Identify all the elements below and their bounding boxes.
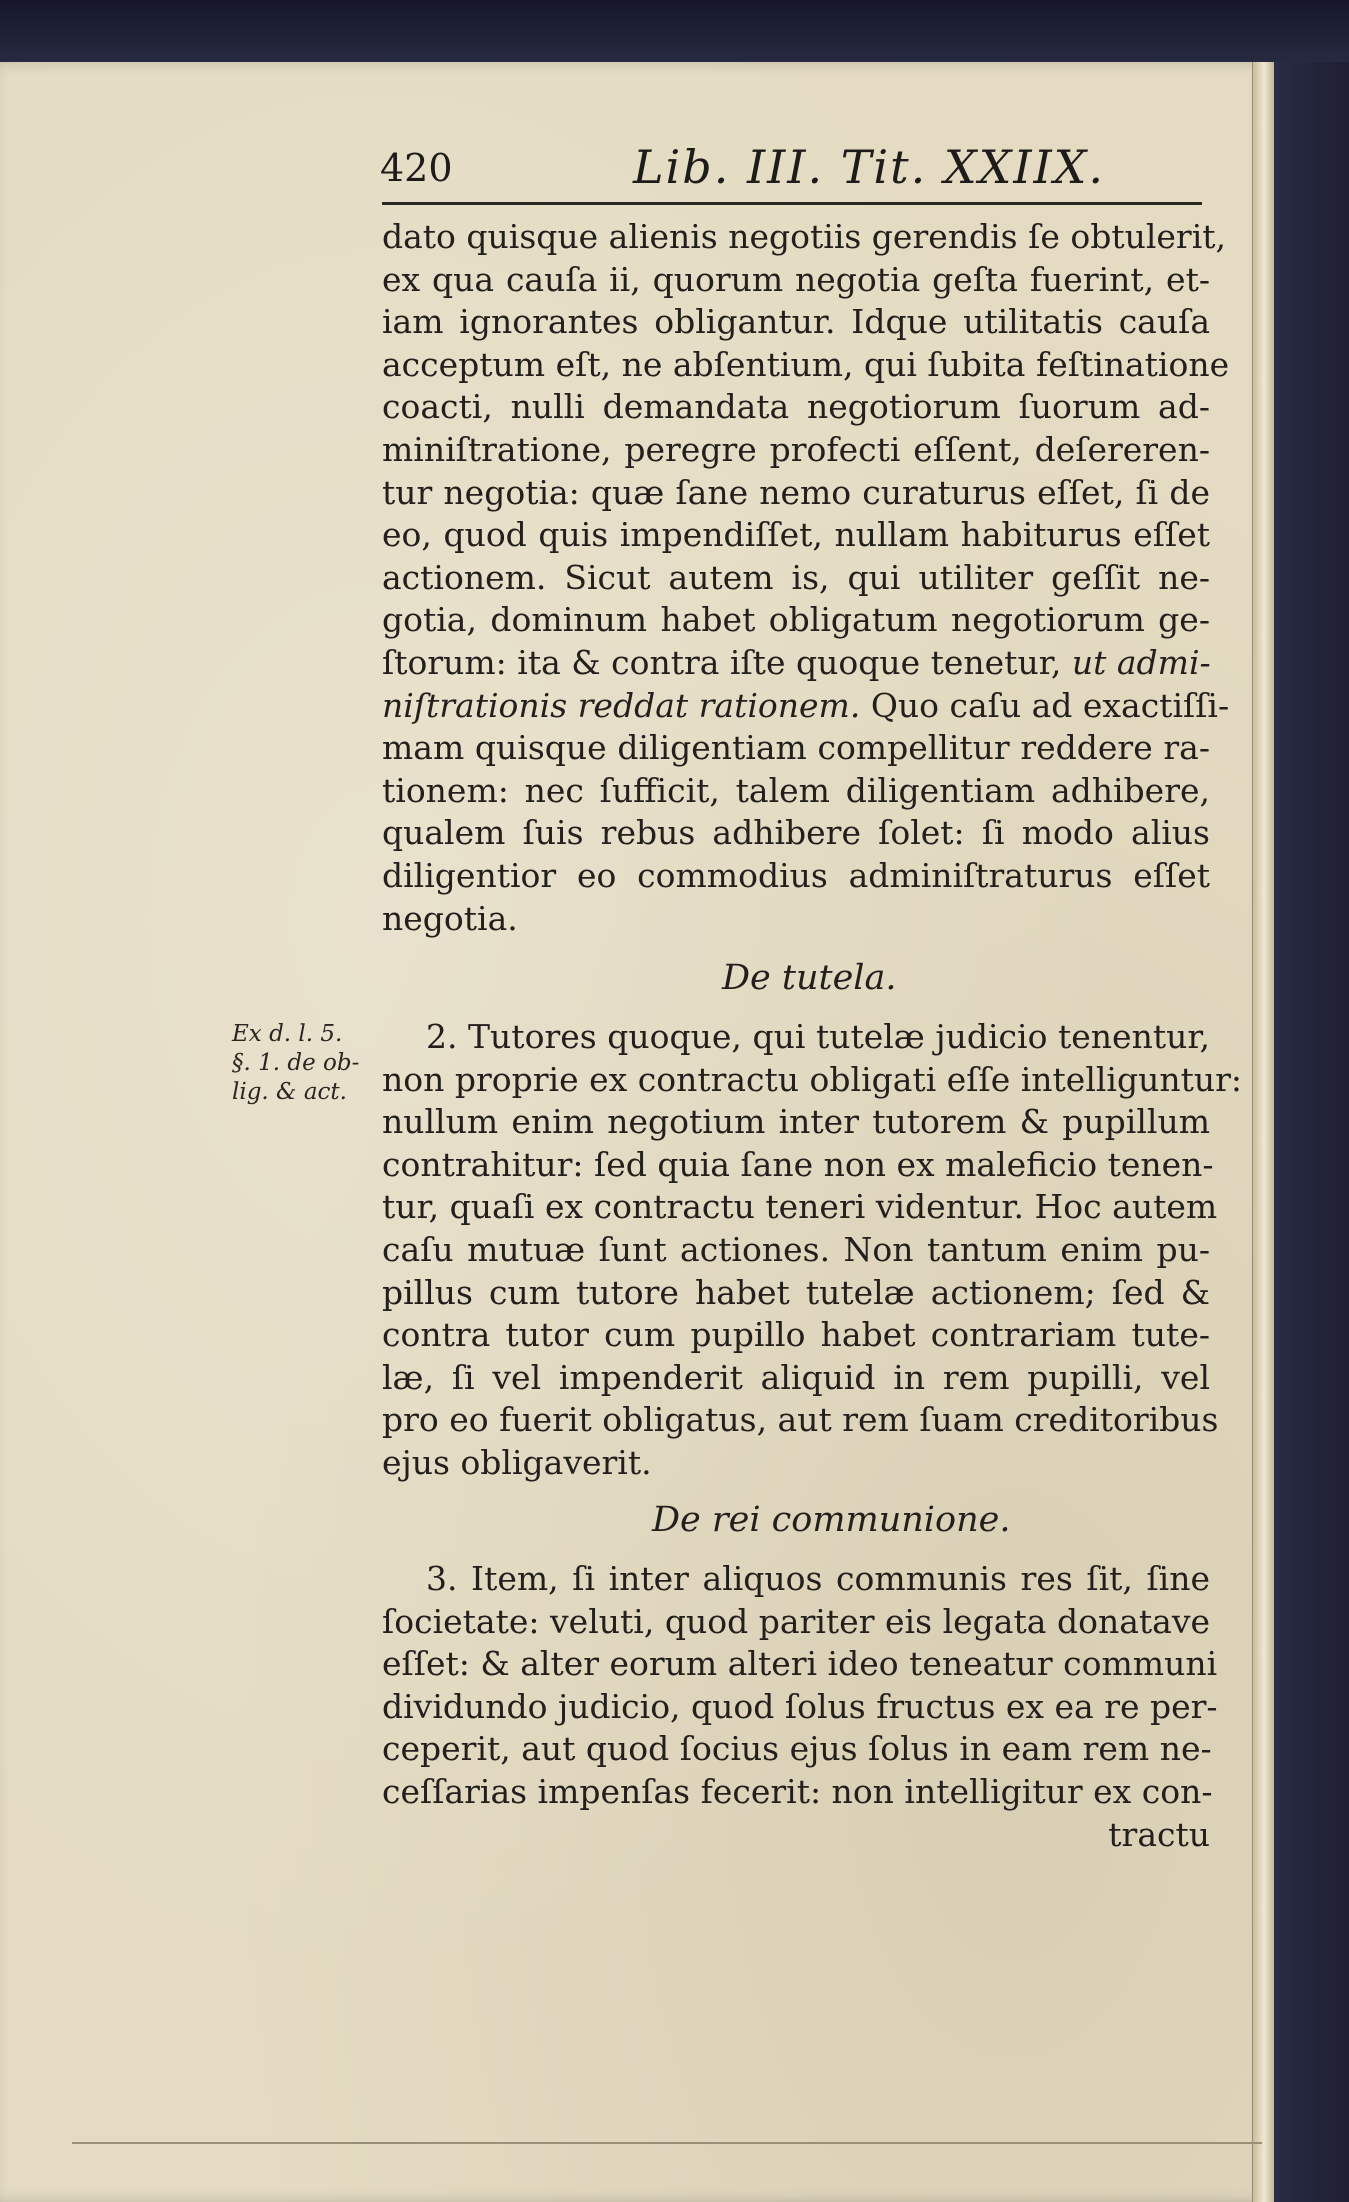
text-line (382, 685, 1230, 728)
text-line: dividundo judicio, quod ſolus fructus ex ea re per- (382, 1686, 1218, 1726)
text-segment: Quo caſu ad exactiſſi- (860, 685, 1230, 725)
italic-segment: ut admi- (1071, 642, 1211, 682)
next-leaf-edge (1252, 62, 1275, 2202)
italic-segment: niſtrationis reddat rationem. (382, 685, 861, 725)
text-line: ſocietate: veluti, quod pariter eis legata donatave (382, 1601, 1210, 1641)
text-line: ceperit, aut quod ſocius ejus ſolus in eam rem ne- (382, 1729, 1212, 1769)
running-head: Lib. III. Tit. XXIIX. (633, 140, 1106, 194)
text-line: 3. Item, ſi inter aliquos communis res ſit, ſine (426, 1559, 1210, 1598)
page-number: 420 (380, 146, 453, 190)
text-line: actionem. Sicut autem is, qui utiliter geſſit ne- (382, 557, 1210, 597)
text-line: pro eo fuerit obligatus, aut rem ſuam creditoribus (382, 1400, 1219, 1440)
text-line: qualem ſuis rebus adhibere ſolet: ſi modo alius (382, 813, 1210, 853)
text-line: iam ignorantes obligantur. Idque utilitatis cauſa (382, 302, 1210, 342)
heading-de-tutela: De tutela. (722, 958, 897, 998)
text-line: 2. Tutores quoque, qui tutelæ judicio tenentur, (426, 1017, 1210, 1056)
text-line: non proprie ex contractu obligati eſſe intelliguntur: (382, 1059, 1243, 1099)
catchword: tractu (1108, 1814, 1210, 1854)
text-line: tur, quaſi ex contractu teneri videntur. Hoc autem (382, 1187, 1218, 1227)
scanner-right-band (1274, 62, 1349, 2202)
text-line: ex qua cauſa ii, quorum negotia geſta fuerint, et- (382, 259, 1210, 299)
text-line: tur negotia: quæ ſane nemo curaturus eſſet, ſi de (382, 472, 1210, 512)
text-line: pillus cum tutore habet tutelæ actionem; ſed & (382, 1272, 1210, 1312)
header-rule (382, 202, 1202, 205)
text-line: diligentior eo commodius adminiſtraturus eſſet (382, 855, 1210, 895)
marginal-note-line: Ex d. l. 5. (232, 1021, 343, 1047)
text-line: eo, quod quis impendiſſet, nullam habiturus eſſet (382, 515, 1210, 555)
marginal-note-line: §. 1. de ob- (232, 1050, 360, 1076)
heading-de-rei-communione: De rei communione. (652, 1500, 1011, 1540)
marginal-note (232, 1020, 382, 1107)
text-line: tionem: nec ſufficit, talem diligentiam adhibere, (382, 770, 1210, 810)
text-line: ceſſarias impenſas fecerit: non intelligitur ex con- (382, 1771, 1213, 1811)
text-line: dato quisque alienis negotiis gerendis ſe obtulerit, (382, 217, 1227, 256)
text-segment: ſtorum: ita & contra iſte quoque tenetur, (382, 642, 1062, 682)
paragraph-tutela (382, 1016, 1243, 1485)
text-line: gotia, dominum habet obligatum negotiorum ge- (382, 600, 1210, 640)
text-line: nullum enim negotium inter tutorem & pupillum (382, 1102, 1210, 1142)
text-line (382, 642, 1210, 685)
page-header (380, 140, 1200, 200)
paragraph-negotiorum-gestorum (382, 216, 1230, 940)
text-line: contra tutor cum pupillo habet contrariam tute- (382, 1315, 1210, 1355)
text-line: læ, ſi vel impenderit aliquid in rem pupilli, vel (382, 1357, 1210, 1397)
text-line: negotia. (382, 898, 518, 938)
text-line: caſu mutuæ ſunt actiones. Non tantum enim pu- (382, 1229, 1210, 1269)
text-line: coacti, nulli demandata negotiorum ſuorum ad- (382, 387, 1210, 427)
paragraph-rei-communione (382, 1558, 1218, 1856)
text-line: acceptum eſt, ne abſentium, qui ſubita feſtinatione (382, 344, 1230, 384)
text-line: contrahitur: ſed quia ſane non ex maleficio tenen- (382, 1144, 1214, 1184)
text-line: eſſet: & alter eorum alteri ideo teneatur communi (382, 1644, 1218, 1684)
text-line: ejus obligaverit. (382, 1442, 652, 1482)
page-bottom-edge (72, 2142, 1262, 2144)
text-line: miniſtratione, peregre profecti eſſent, deſereren- (382, 429, 1210, 469)
marginal-note-line: lig. & act. (232, 1079, 347, 1105)
text-line: mam quisque diligentiam compellitur reddere ra- (382, 728, 1210, 768)
